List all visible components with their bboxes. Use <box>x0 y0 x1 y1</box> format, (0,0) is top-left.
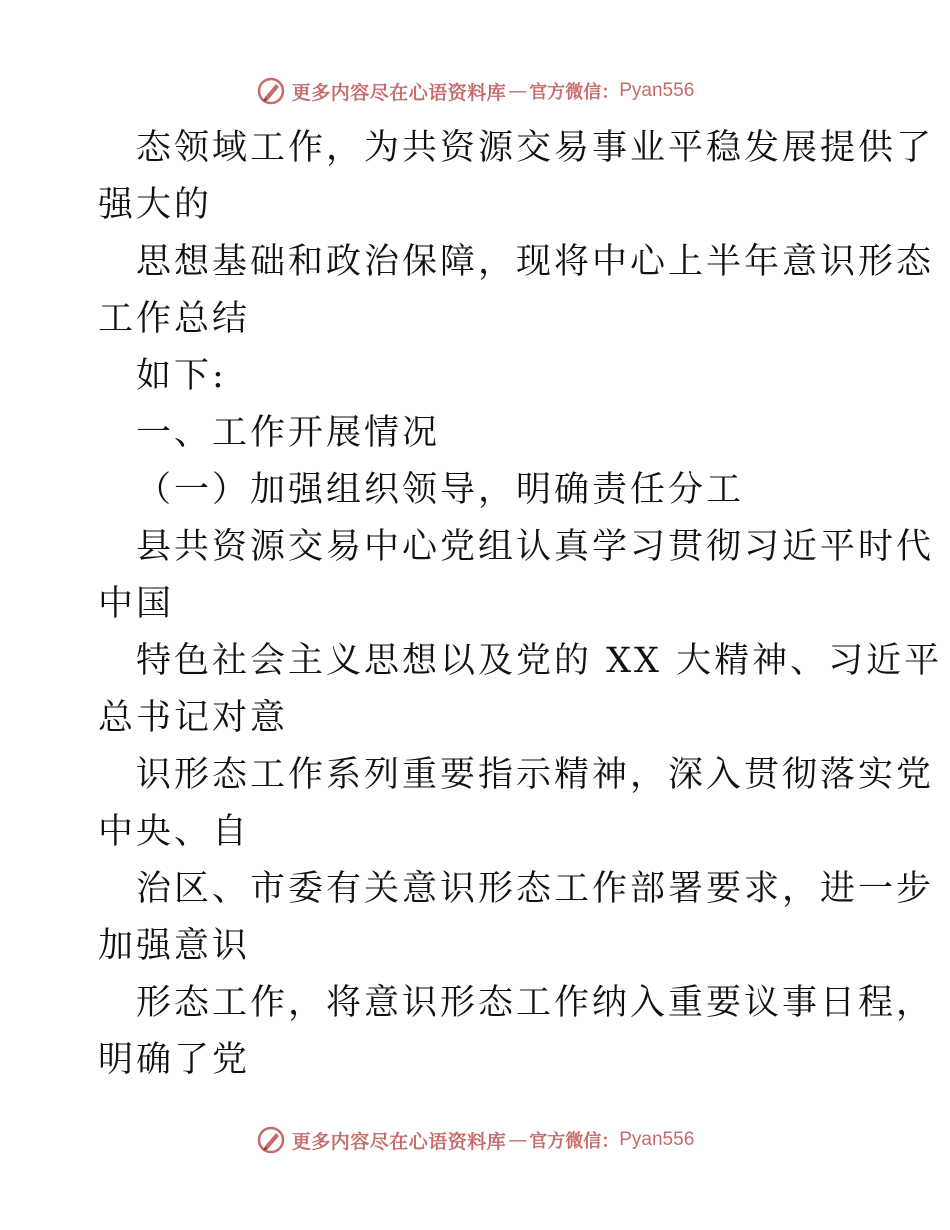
header-wechat-id: Pyan556 <box>619 80 695 101</box>
body-line: 治区、市委有关意识形态工作部署要求，进一步 <box>136 869 935 909</box>
body-line: 如下: <box>136 356 227 396</box>
body-line: 识形态工作系列重要指示精神，深入贯彻落实党 <box>136 755 935 795</box>
header-banner-dash: — <box>508 80 528 102</box>
body-line: 态领域工作，为共资源交易事业平稳发展提供了 <box>136 128 935 168</box>
pen-logo-icon <box>256 76 286 106</box>
body-line: 中央、自 <box>98 812 251 852</box>
section-heading: 一、工作开展情况 <box>136 413 441 453</box>
document-body <box>98 120 943 1089</box>
header-watermark-banner <box>0 71 950 111</box>
body-line: 县共资源交易中心党组认真学习贯彻习近平时代 <box>136 527 935 567</box>
header-wechat-label: 官方微信： <box>529 82 620 103</box>
body-line: 工作总结 <box>98 299 251 339</box>
body-line: 形态工作，将意识形态工作纳入重要议事日程， <box>136 983 935 1023</box>
footer-wechat-id: Pyan556 <box>619 1129 695 1150</box>
body-line: 总书记对意 <box>98 698 289 738</box>
footer-banner-text: 更多内容尽在心语资料库 <box>291 1130 507 1153</box>
subsection-heading: （一）加强组织领导，明确责任分工 <box>136 470 745 510</box>
body-line: 特色社会主义思想以及党的 XX 大精神、习近平 <box>136 641 943 681</box>
footer-banner-dash: — <box>508 1129 528 1151</box>
header-banner-text: 更多内容尽在心语资料库 <box>291 81 507 104</box>
body-line: 中国 <box>98 584 175 624</box>
footer-wechat-label: 官方微信： <box>529 1131 620 1152</box>
body-line: 强大的 <box>98 185 213 225</box>
body-line: 明确了党 <box>98 1040 251 1080</box>
body-line: 加强意识 <box>98 926 251 966</box>
body-line: 思想基础和政治保障，现将中心上半年意识形态 <box>136 242 935 282</box>
pen-logo-icon <box>256 1125 286 1155</box>
footer-watermark-banner <box>0 1120 950 1160</box>
